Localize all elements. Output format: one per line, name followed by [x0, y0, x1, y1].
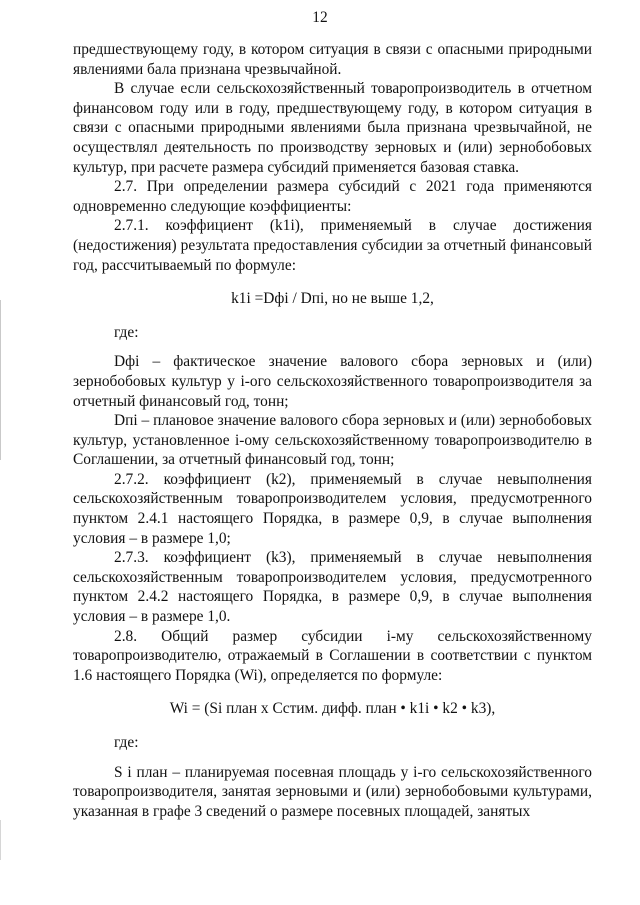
page-number: 12	[312, 9, 328, 26]
paragraph: В случае если сельскохозяйственный товаропроизводитель в отчетном финансовом году или в году, предшествующему году, в котором ситуация в связи с опасными природными явлениями была признана чрезвычайной, не осуществлял деятельность по производству зерновых и (или) зернобобовых культур, при расчете размера субсидий применяется базовая ставка.	[73, 80, 592, 176]
scan-edge-line	[0, 300, 1, 460]
document-body	[73, 40, 592, 821]
where-label: где:	[114, 323, 139, 341]
paragraph: 2.7.1. коэффициент (k1i), применяемый в случае достижения (недостижения) результата предоставления субсидии за отчетный финансовый год, рассчитываемый по формуле:	[73, 217, 592, 274]
paragraph: 2.7. При определении размера субсидий с 2021 года применяются одновременно следующие коэффициенты:	[73, 178, 592, 215]
paragraph: S i план – планируемая посевная площадь у i-го сельскохозяйственного товаропроизводителя, занятая зерновыми и (или) зернобобовыми культурами, указанная в графе 3 сведений о размере посевных площадей, занятых	[73, 763, 592, 820]
paragraph: Dфi – фактическое значение валового сбора зерновых и (или) зернобобовых культур у i-ого сельскохозяйственного товаропроизводителя за отчетный финансовый год, тонн;	[73, 353, 592, 410]
formula-wi: Wi = (Si план x Cстим. дифф. план • k1i • k2 • k3),	[169, 700, 496, 718]
paragraph: 2.7.3. коэффициент (k3), применяемый в случае невыполнения сельскохозяйственным товаропроизводителем условия, предусмотренного пунктом 2.4.2 настоящего Порядка, в размере 0,9, в случае выполнения условия – в размере 1,0.	[73, 549, 592, 626]
paragraph: предшествующему году, в котором ситуация в связи с опасными природными явлениями бала признана чрезвычайной.	[73, 41, 592, 78]
scan-edge-line	[0, 820, 1, 860]
where-label: где:	[114, 734, 139, 751]
formula-k1: k1i =Dфi / Dпi, но не выше 1,2,	[231, 290, 434, 308]
paragraph: 2.8. Общий размер субсидии i-му сельскохозяйственному товаропроизводителю, отражаемый в Соглашении в соответствии с пунктом 1.6 настоящего Порядка (Wi), определяется по формуле:	[73, 627, 592, 684]
paragraph: 2.7.2. коэффициент (k2), применяемый в случае невыполнения сельскохозяйственным товаропроизводителем условия, предусмотренного пунктом 2.4.1 настоящего Порядка, в размере 0,9, в случае выполнения условия – в размере 1,0;	[73, 470, 592, 547]
paragraph: Dпi – плановое значение валового сбора зерновых и (или) зернобобовых культур, установленное i-ому сельскохозяйственному товаропроизводителю в Соглашении, за отчетный финансовый год, тонн;	[73, 412, 592, 469]
